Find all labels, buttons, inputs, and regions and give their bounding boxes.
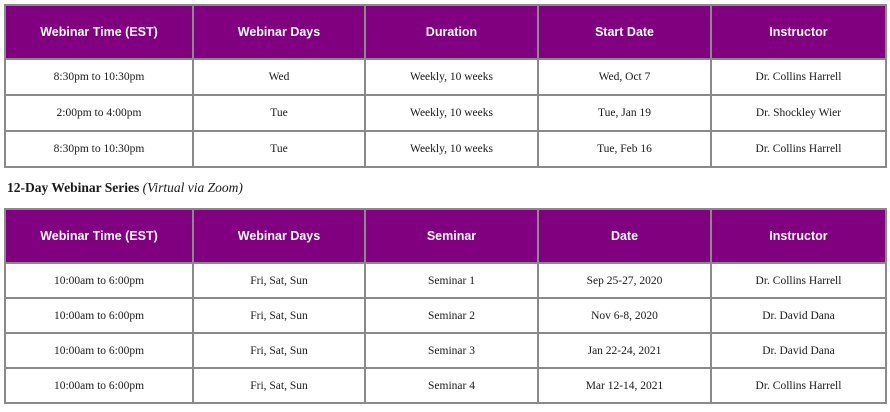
- cell-webinar-time: 10:00am to 6:00pm: [5, 263, 193, 298]
- cell-webinar-days: Fri, Sat, Sun: [193, 263, 365, 298]
- cell-date: Nov 6-8, 2020: [538, 298, 711, 333]
- cell-instructor: Dr. Collins Harrell: [711, 131, 886, 167]
- cell-date: Jan 22-24, 2021: [538, 333, 711, 368]
- cell-seminar: Seminar 3: [365, 333, 538, 368]
- cell-start-date: Tue, Feb 16: [538, 131, 711, 167]
- table-row: [5, 298, 886, 333]
- cell-instructor: Dr. Collins Harrell: [711, 263, 886, 298]
- table-row: [5, 131, 886, 167]
- cell-instructor: Dr. David Dana: [711, 298, 886, 333]
- cell-start-date: Wed, Oct 7: [538, 59, 711, 95]
- cell-webinar-days: Fri, Sat, Sun: [193, 333, 365, 368]
- cell-date: Mar 12-14, 2021: [538, 368, 711, 403]
- table-row: [5, 59, 886, 95]
- table-row: [5, 95, 886, 131]
- cell-webinar-days: Wed: [193, 59, 365, 95]
- header-webinar-days: Webinar Days: [193, 5, 365, 59]
- cell-duration: Weekly, 10 weeks: [365, 95, 538, 131]
- cell-webinar-days: Tue: [193, 131, 365, 167]
- header-webinar-days: Webinar Days: [193, 209, 365, 263]
- header-webinar-time: Webinar Time (EST): [5, 209, 193, 263]
- cell-webinar-time: 2:00pm to 4:00pm: [5, 95, 193, 131]
- table-header-row: [5, 209, 886, 263]
- header-webinar-time: Webinar Time (EST): [5, 5, 193, 59]
- cell-duration: Weekly, 10 weeks: [365, 59, 538, 95]
- table-header-row: [5, 5, 886, 59]
- series-heading-subtitle: (Virtual via Zoom): [142, 180, 243, 195]
- cell-duration: Weekly, 10 weeks: [365, 131, 538, 167]
- cell-seminar: Seminar 1: [365, 263, 538, 298]
- cell-webinar-time: 8:30pm to 10:30pm: [5, 131, 193, 167]
- cell-instructor: Dr. Collins Harrell: [711, 368, 886, 403]
- cell-start-date: Tue, Jan 19: [538, 95, 711, 131]
- cell-instructor: Dr. Shockley Wier: [711, 95, 886, 131]
- table-row: [5, 368, 886, 403]
- table-row: [5, 333, 886, 368]
- cell-webinar-time: 10:00am to 6:00pm: [5, 298, 193, 333]
- cell-seminar: Seminar 4: [365, 368, 538, 403]
- cell-webinar-time: 8:30pm to 10:30pm: [5, 59, 193, 95]
- header-start-date: Start Date: [538, 5, 711, 59]
- header-seminar: Seminar: [365, 209, 538, 263]
- cell-date: Sep 25-27, 2020: [538, 263, 711, 298]
- cell-instructor: Dr. David Dana: [711, 333, 886, 368]
- series-heading: [7, 180, 243, 196]
- twelve-day-series-table: [4, 208, 887, 404]
- cell-webinar-days: Tue: [193, 95, 365, 131]
- header-date: Date: [538, 209, 711, 263]
- series-heading-title: 12-Day Webinar Series: [7, 180, 140, 195]
- cell-webinar-days: Fri, Sat, Sun: [193, 298, 365, 333]
- cell-webinar-time: 10:00am to 6:00pm: [5, 333, 193, 368]
- table-row: [5, 263, 886, 298]
- cell-webinar-time: 10:00am to 6:00pm: [5, 368, 193, 403]
- weekly-webinar-table: [4, 4, 887, 168]
- cell-seminar: Seminar 2: [365, 298, 538, 333]
- header-instructor: Instructor: [711, 209, 886, 263]
- cell-instructor: Dr. Collins Harrell: [711, 59, 886, 95]
- header-duration: Duration: [365, 5, 538, 59]
- cell-webinar-days: Fri, Sat, Sun: [193, 368, 365, 403]
- header-instructor: Instructor: [711, 5, 886, 59]
